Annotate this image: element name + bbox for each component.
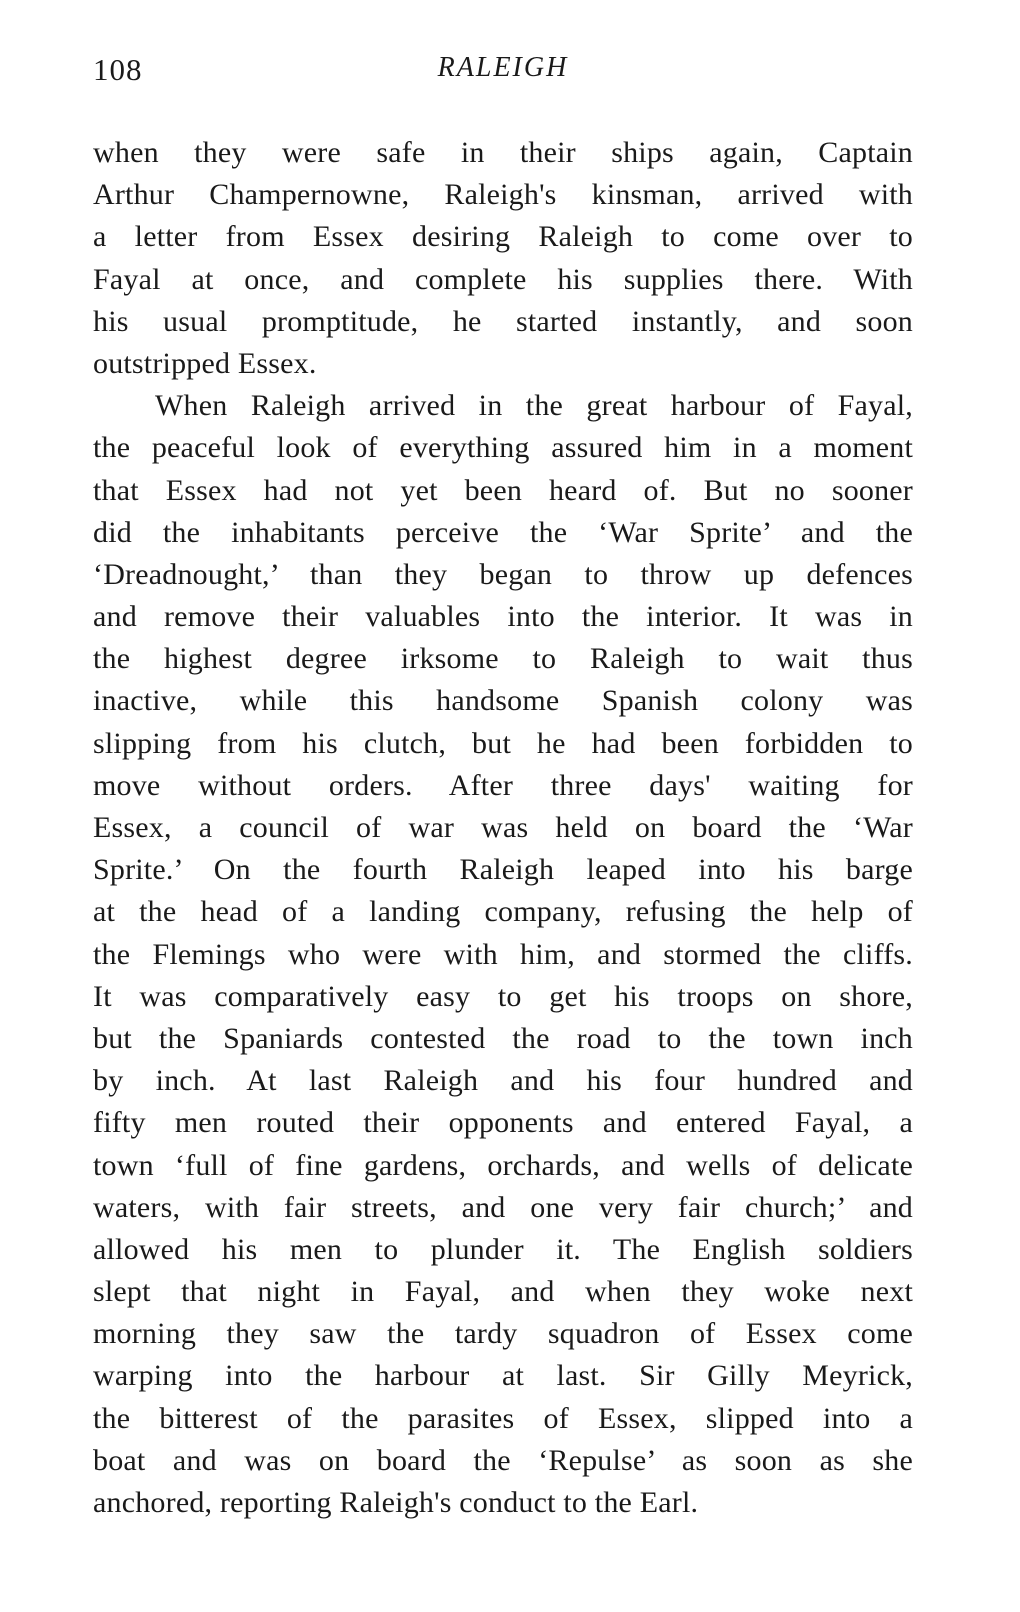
paragraph-2 [93,385,913,1524]
text-line: and remove their valuables into the interior. It was in [93,600,913,634]
text-line: inactive, while this handsome Spanish colony was [93,684,913,718]
text-line: but the Spaniards contested the road to the town inch [93,1021,913,1055]
text-line: that Essex had not yet been heard of. But no sooner [93,473,913,507]
text-line: It was comparatively easy to get his troops on shore, [93,979,913,1013]
text-line: at the head of a landing company, refusing the help of [93,895,913,929]
text-line: the highest degree irksome to Raleigh to wait thus [93,642,913,676]
text-line: the Flemings who were with him, and stormed the cliffs. [93,937,913,971]
text-line: a letter from Essex desiring Raleigh to come over to [93,220,913,254]
text-line: the bitterest of the parasites of Essex, slipped into a [93,1401,913,1435]
text-line: Fayal at once, and complete his supplies there. With [93,262,913,296]
text-line: warping into the harbour at last. Sir Gilly Meyrick, [93,1359,913,1393]
text-line: Essex, a council of war was held on board the ‘War [93,811,913,844]
text-line: fifty men routed their opponents and entered Fayal, a [93,1106,913,1140]
text-line: waters, with fair streets, and one very fair church;’ and [93,1190,913,1224]
text-line: Arthur Champernowne, Raleigh's kinsman, arrived with [93,178,913,212]
text-line: the peaceful look of everything assured him in a moment [93,431,913,465]
body-text [93,132,913,1524]
text-line: by inch. At last Raleigh and his four hundred and [93,1064,913,1098]
running-head [93,52,913,96]
text-line: When Raleigh arrived in the great harbour of Fayal, [155,389,913,423]
text-line: allowed his men to plunder it. The English soldiers [93,1232,913,1266]
text-line: boat and was on board the ‘Repulse’ as soon as she [93,1443,913,1477]
text-line: slipping from his clutch, but he had been forbidden to [93,726,913,760]
page-number: 108 [93,52,143,87]
text-line: did the inhabitants perceive the ‘War Sprite’ and the [93,515,913,549]
text-line: anchored, reporting Raleigh's conduct to the Earl. [93,1486,699,1519]
text-line: Sprite.’ On the fourth Raleigh leaped into his barge [93,853,913,887]
text-line: slept that night in Fayal, and when they woke next [93,1275,913,1309]
text-line: town ‘full of fine gardens, orchards, and wells of delicate [93,1148,913,1182]
text-line: ‘Dreadnought,’ than they began to throw up defences [93,557,913,591]
text-line: move without orders. After three days' waiting for [93,768,913,802]
text-line: his usual promptitude, he started instantly, and soon [93,304,913,338]
text-line: when they were safe in their ships again, Captain [93,136,913,169]
running-title: RALEIGH [437,52,569,83]
text-line: outstripped Essex. [93,346,317,380]
text-line: morning they saw the tardy squadron of Essex come [93,1317,913,1351]
paragraph-1 [93,132,913,385]
